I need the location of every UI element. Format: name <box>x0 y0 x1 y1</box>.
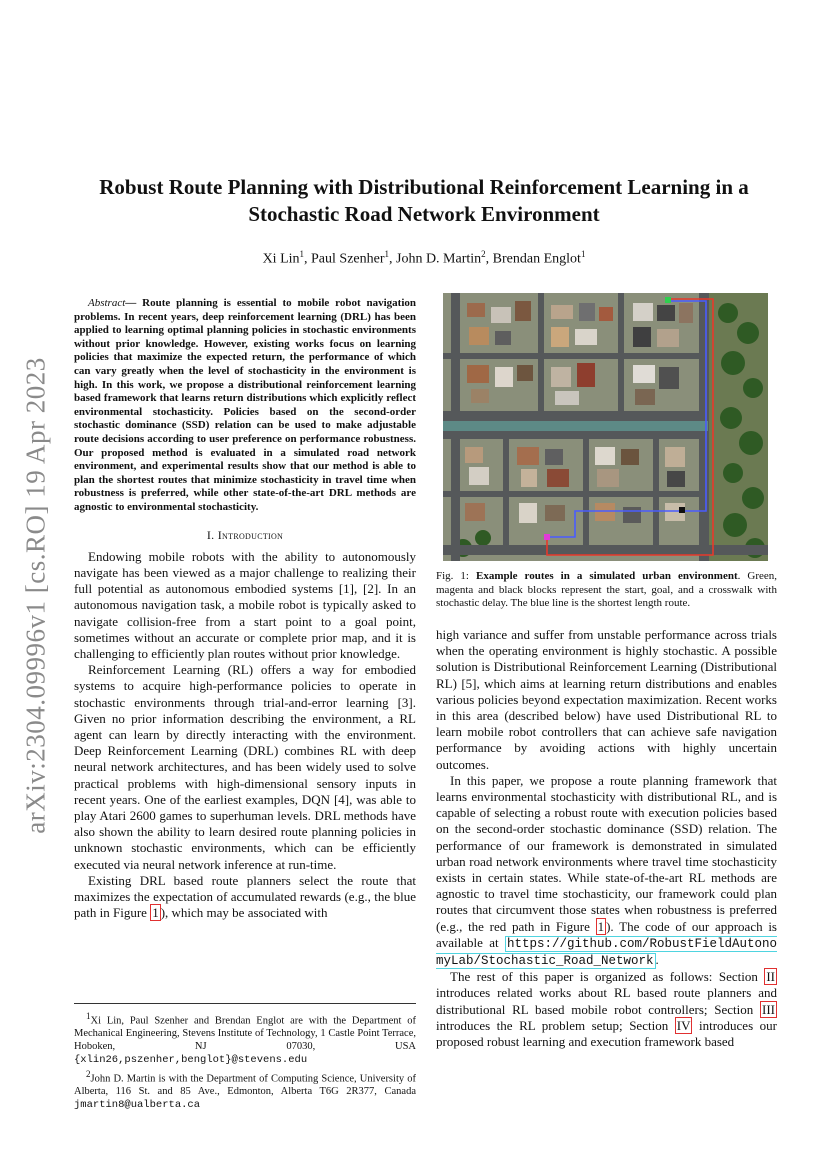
author-list: Xi Lin$^1$, Paul Szenher$^1$, John D. Martin$^2$, Brendan Englot$^1$ <box>262 249 586 267</box>
author-name: Xi Lin <box>262 251 300 267</box>
figure-reference-link[interactable]: 1 <box>597 918 605 934</box>
intro-paragraph-5: The rest of this paper is organized as follows: Section II introduces related works about RL based route planners and distributional RL based mobile robot controllers; Section III introduces the RL problem setup; Section IV introduces our proposed robust learning and execution framework based <box>436 969 777 1050</box>
code-repository-link[interactable]: https://github.com/RobustFieldAutonomyLab/Stochastic_Road_Network <box>436 936 777 969</box>
arxiv-id-text: arXiv:2304.09996v1 [cs.RO] 19 Apr 2023 <box>20 356 51 834</box>
author-name: Paul Szenher <box>311 251 385 267</box>
author-name: Brendan Englot <box>492 251 581 267</box>
abstract: Abstract— Route planning is essential to mobile robot navigation problems. In recent years, deep reinforcement learning (DRL) has been applied to learning optimal planning policies in stochastic environments without prior knowledge. However, existing works focus on learning policies that maximize the expected return, the performance of which can vary greatly when the level of stochasticity in the environment is high. In this work, we propose a distributional reinforcement learning based framework that learns return distributions which explicitly reflect environmental stochasticity. Policies based on the second-order stochastic dominance (SSD) relation can be used to make adjustable route decisions according to user preference on performance robustness. Our proposed method is evaluated in a simulated road network environment, and experimental results show that our method is able to plan the shortest routes that minimize stochasticity in travel time when robustness is preferred, while other state-of-the-art DRL methods are agnostic to environmental stochasticity. <box>74 297 416 513</box>
arxiv-stamp <box>14 330 58 860</box>
section-reference-link[interactable]: IV <box>676 1017 691 1033</box>
right-column <box>436 627 777 1050</box>
figure-1-urban-map <box>443 293 768 561</box>
goal-marker <box>544 534 550 540</box>
section-reference-link[interactable]: III <box>762 1001 775 1017</box>
section-title: Introduction <box>217 527 284 542</box>
crosswalk-marker <box>679 507 685 513</box>
footnotes <box>74 1003 416 1113</box>
section-number: I. <box>206 527 215 542</box>
left-column <box>74 297 416 921</box>
footnote-2: $^2$John D. Martin is with the Department of Computing Science, University of Alberta, 116 St. and 85 Ave., Edmonton, Alberta T6G 2R377, Canada jmartin8@ualberta.ca <box>74 1068 416 1111</box>
figure-1-caption: Fig. 1: Example routes in a simulated urban environment. Green, magenta and black blocks represent the start, goal, and a crosswalk with stochastic delay. The blue line is the shortest length route. <box>436 570 777 610</box>
intro-paragraph-1: Endowing mobile robots with the ability to autonomously navigate has been viewed as a major challenge to realizing their full potential as autonomous embodied systems [1], [2]. In an autonomous navigation task, a mobile robot is typically asked to navigate collision-free from a start point to a goal point, sometimes without an accurate or complete prior map, and it is challenging to efficiently plan routes without prior knowledge. <box>74 548 416 661</box>
intro-paragraph-2: Reinforcement Learning (RL) offers a way for embodied systems to acquire high-performance policies to operate in stochastic environments through trial-and-error learning [3]. Given no prior information describing the environment, a RL agent can learn by directly interacting with the environment. Deep Reinforcement Learning (DRL) combines RL with deep neural network architectures, and has been widely used to solve practical problems with high-dimensional sensory inputs in recent years. One of the earliest examples, DQN [4], was able to play Atari 2600 games to superhuman levels. DRL methods have also shown the ability to learn desired route planning policies in unknown stochastic environments, which can be efficiently executed via neural network inference at run-time. <box>74 662 416 872</box>
intro-paragraph-4: In this paper, we propose a route planning framework that learns environmental stochasticity with distributional RL, and is capable of selecting a robust route with execution policies based on the second-order stochastic dominance (SSD) relation. The performance of our framework is demonstrated in simulated urban road network environments where travel time stochasticity exists in certain states. While state-of-the-art RL methods are agnostic to travel time stochasticity, our framework could plan routes that circumvent those states when robustness is preferred (e.g., the red path in Figure 1 ). The code of our approach is available at https://github.com/RobustFieldAutonomyLab/Stochastic_Road_Network . <box>436 772 777 969</box>
author-emails: {xlin26,pszenher,benglot}@stevens.edu <box>74 1053 308 1066</box>
start-marker <box>665 297 671 303</box>
paper-title: Robust Route Planning with Distributional Reinforcement Learning in a Stochastic Road Network Environment <box>99 175 749 226</box>
simulated-city-map-image <box>443 293 768 561</box>
abstract-text: Route planning is essential to mobile robot navigation problems. In recent years, deep reinforcement learning (DRL) has been applied to learning optimal planning policies in stochastic environments without prior knowledge. However, existing works focus on learning policies that maximize the expected return, the performance of which can vary greatly when the level of stochasticity in the environment is high. In this work, we propose a distributional reinforcement learning based framework that learns return distributions which explicitly reflect environmental stochasticity. Policies based on the second-order stochastic dominance (SSD) relation can be used to make adjustable route decisions according to user preference on performance robustness. Our proposed method is evaluated in a simulated road network environment, and experimental results show that our method is able to plan the shortest routes that minimize stochasticity in travel time when robustness is preferred, while other state-of-the-art DRL methods are agnostic to environmental stochasticity. <box>74 297 416 513</box>
author-affiliation-mark: 1 <box>580 249 586 259</box>
intro-paragraph-3: Existing DRL based route planners select the route that maximizes the expectation of accumulated rewards (e.g., the blue path in Figure 1 ), which may be associated with <box>74 872 416 921</box>
author-email: jmartin8@ualberta.ca <box>74 1098 201 1111</box>
section-heading <box>74 527 416 543</box>
author-affiliation-mark: 1 <box>299 249 305 259</box>
footnote-1: $^1$Xi Lin, Paul Szenher and Brendan Englot are with the Department of Mechanical Engineering, Stevens Institute of Technology, 1 Castle Point Terrace, Hoboken, NJ 07030, USA {xlin26,pszenher,benglot}@stevens.edu <box>74 1011 416 1066</box>
figure-reference-link[interactable]: 1 <box>152 905 159 921</box>
abstract-label: Abstract <box>88 297 126 309</box>
intro-paragraph-continued: high variance and suffer from unstable performance across trials when the operating environment is highly stochastic. A possible solution is Distributional Reinforcement Learning (Distributional RL) [5], which aims at learning return distributions and enables various policies beyond expectation maximization. Recent works in this area (described below) have used Distributional RL to learn mobile robot controllers that can achieve safe navigation performance by avoiding actions with highly uncertain outcomes. <box>436 627 777 772</box>
section-reference-link[interactable]: II <box>766 969 775 985</box>
author-affiliation-mark: 1 <box>384 249 389 259</box>
author-affiliation-mark: 2 <box>481 249 486 259</box>
author-name: John D. Martin <box>396 251 482 267</box>
